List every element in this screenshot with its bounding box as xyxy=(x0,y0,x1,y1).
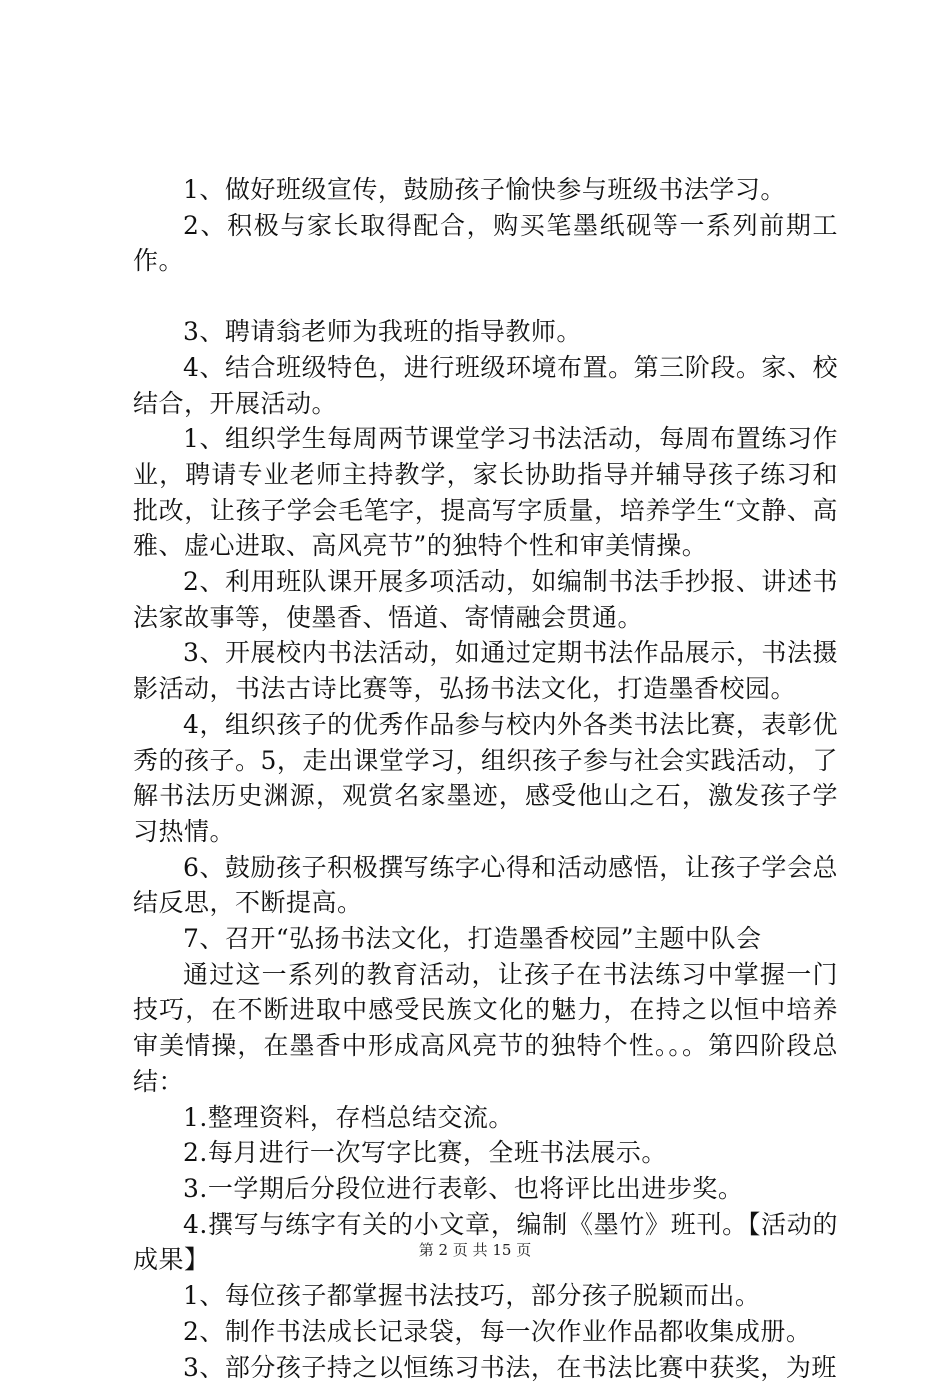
paragraph-6: 2、利用班队课开展多项活动，如编制书法手抄报、讲述书法家故事等，使墨香、悟道、寄情融会贯通。 xyxy=(133,564,838,635)
paragraph-3: 3、聘请翁老师为我班的指导教师。 xyxy=(133,314,838,350)
page-number-label: 第 2 页 共 15 页 xyxy=(419,1241,531,1259)
page-footer xyxy=(0,1240,950,1260)
paragraph-17: 2、制作书法成长记录袋，每一次作业作品都收集成册。 xyxy=(133,1314,838,1350)
paragraph-10: 7、召开“弘扬书法文化，打造墨香校园”主题中队会 xyxy=(133,921,838,957)
paragraph-11: 通过这一系列的教育活动，让孩子在书法练习中掌握一门技巧，在不断进取中感受民族文化的魅力，在持之以恒中培养审美情操，在墨香中形成高风亮节的独特个性。。。第四阶段总结： xyxy=(133,957,838,1100)
paragraph-4: 4、结合班级特色，进行班级环境布置。第三阶段。家、校结合，开展活动。 xyxy=(133,350,838,421)
paragraph-2: 2、积极与家长取得配合，购买笔墨纸砚等一系列前期工作。 xyxy=(133,208,838,279)
paragraph-18: 3、部分孩子持之以恒练习书法，在书法比赛中获奖，为班 xyxy=(133,1350,838,1385)
document-body xyxy=(133,172,838,1385)
paragraph-7: 3、开展校内书法活动，如通过定期书法作品展示，书法摄影活动，书法古诗比赛等，弘扬书法文化，打造墨香校园。 xyxy=(133,635,838,706)
paragraph-16: 1、每位孩子都掌握书法技巧，部分孩子脱颖而出。 xyxy=(133,1278,838,1314)
paragraph-5: 1、组织学生每周两节课堂学习书法活动，每周布置练习作业，聘请专业老师主持教学，家长协助指导并辅导孩子练习和批改，让孩子学会毛笔字，提高写字质量，培养学生“文静、高雅、虚心进取、高风亮节”的独特个性和审美情操。 xyxy=(133,421,838,564)
paragraph-1: 1、做好班级宣传，鼓励孩子愉快参与班级书法学习。 xyxy=(133,172,838,208)
paragraph-14: 3.一学期后分段位进行表彰、也将评比出进步奖。 xyxy=(133,1171,838,1207)
paragraph-8: 4，组织孩子的优秀作品参与校内外各类书法比赛，表彰优秀的孩子。5，走出课堂学习，组织孩子参与社会实践活动，了解书法历史渊源，观赏名家墨迹，感受他山之石，激发孩子学习热情。 xyxy=(133,707,838,850)
paragraph-15: 4.撰写与练字有关的小文章，编制《墨竹》班刊。【活动的成果】 xyxy=(133,1207,838,1278)
paragraph-13: 2.每月进行一次写字比赛，全班书法展示。 xyxy=(133,1135,838,1171)
paragraph-12: 1.整理资料，存档总结交流。 xyxy=(133,1100,838,1136)
paragraph-9: 6、鼓励孩子积极撰写练字心得和活动感悟，让孩子学会总结反思，不断提高。 xyxy=(133,850,838,921)
